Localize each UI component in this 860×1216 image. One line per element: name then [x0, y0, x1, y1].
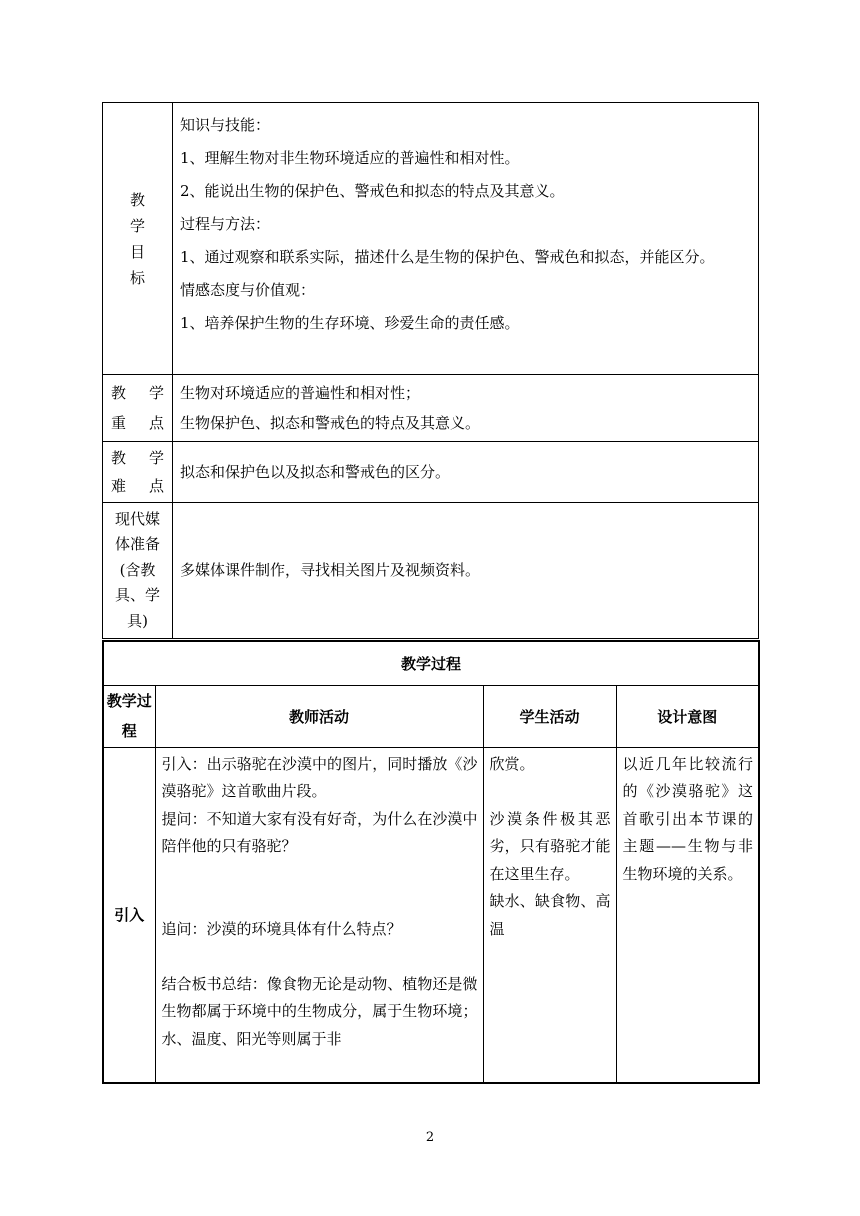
teacher-p4: 结合板书总结：像食物无论是动物、植物还是微生物都属于环境中的生物成分，属于生物环境；水、温度、阳光等则属于非	[161, 974, 478, 1048]
label-char: 学	[148, 384, 164, 402]
label-char: 重	[111, 414, 127, 432]
objectives-content	[173, 103, 759, 375]
media-row	[103, 503, 759, 639]
stage-intro: 引入	[103, 747, 155, 1083]
key-points-content	[173, 375, 759, 442]
label-line: 现代媒	[114, 509, 160, 528]
student-p1: 欣赏。	[489, 754, 535, 773]
process-header-row	[103, 685, 759, 747]
header-teacher: 教师活动	[155, 685, 483, 747]
objectives-label	[103, 103, 173, 375]
teacher-p3: 追问：沙漠的环境具体有什么特点？	[161, 919, 402, 938]
objectives-heading-attitude: 情感态度与价值观：	[180, 281, 316, 299]
label-char: 教	[111, 449, 127, 467]
label-line: (含教	[119, 560, 156, 579]
label-line: 体准备	[114, 535, 160, 554]
objectives-line: 1、培养保护生物的生存环境、珍爱生命的责任感。	[180, 314, 520, 332]
header-design: 设计意图	[616, 685, 759, 747]
key-points-row	[103, 375, 759, 442]
label-char: 难	[111, 477, 127, 495]
student-activity	[483, 747, 616, 1083]
process-title-row	[103, 641, 759, 685]
label-char: 学	[129, 216, 145, 235]
student-p3: 缺水、缺食物、高温	[489, 892, 611, 938]
teacher-activity	[155, 747, 483, 1083]
design-intent	[616, 747, 759, 1083]
difficulties-content	[173, 442, 759, 503]
teacher-p1: 引入：出示骆驼在沙漠中的图片，同时播放《沙漠骆驼》这首歌曲片段。	[161, 754, 478, 800]
label-char: 教	[129, 190, 145, 209]
label-char: 目	[129, 242, 145, 261]
difficulties-text: 拟态和保护色以及拟态和警戒色的区分。	[180, 462, 451, 481]
header-student: 学生活动	[483, 685, 616, 747]
media-text: 多媒体课件制作，寻找相关图片及视频资料。	[180, 561, 481, 579]
header-stage	[103, 685, 155, 747]
label-line: 具、学	[114, 586, 160, 605]
label-char: 点	[148, 477, 164, 495]
objectives-heading-process: 过程与方法：	[180, 215, 271, 233]
header-stage-text: 教学过程	[106, 692, 152, 740]
label-char: 学	[148, 449, 164, 467]
page-number: 2	[425, 1130, 435, 1145]
difficulties-row	[103, 442, 759, 503]
teaching-process-table	[102, 640, 760, 1084]
design-text: 以近几年比较流行的《沙漠骆驼》这首歌引出本节课的主题——生物与非生物环境的关系。	[622, 754, 754, 883]
difficulties-label	[103, 442, 173, 503]
process-title: 教学过程	[103, 641, 759, 685]
objectives-line: 2、能说出生物的保护色、警戒色和拟态的特点及其意义。	[180, 182, 565, 200]
objectives-line: 1、通过观察和联系实际，描述什么是生物的保护色、警戒色和拟态，并能区分。	[180, 248, 715, 266]
key-points-label	[103, 375, 173, 442]
label-line: 具)	[127, 611, 148, 630]
teacher-p2: 提问：不知道大家有没有好奇，为什么在沙漠中陪伴他的只有骆驼？	[161, 809, 478, 855]
student-p2: 沙漠条件极其恶劣，只有骆驼才能在这里生存。	[489, 809, 611, 883]
key-points-line: 生物保护色、拟态和警戒色的特点及其意义。	[180, 414, 481, 432]
objectives-line: 1、理解生物对非生物环境适应的普遍性和相对性。	[180, 149, 520, 167]
key-points-line: 生物对环境适应的普遍性和相对性；	[180, 384, 421, 402]
label-char: 点	[148, 414, 164, 432]
objectives-heading-knowledge: 知识与技能：	[180, 116, 271, 134]
label-char: 标	[129, 268, 145, 287]
media-label	[103, 503, 173, 639]
objectives-row	[103, 103, 759, 375]
label-char: 教	[111, 384, 127, 402]
lesson-info-table	[102, 102, 759, 639]
intro-row	[103, 747, 759, 1083]
media-content	[173, 503, 759, 639]
